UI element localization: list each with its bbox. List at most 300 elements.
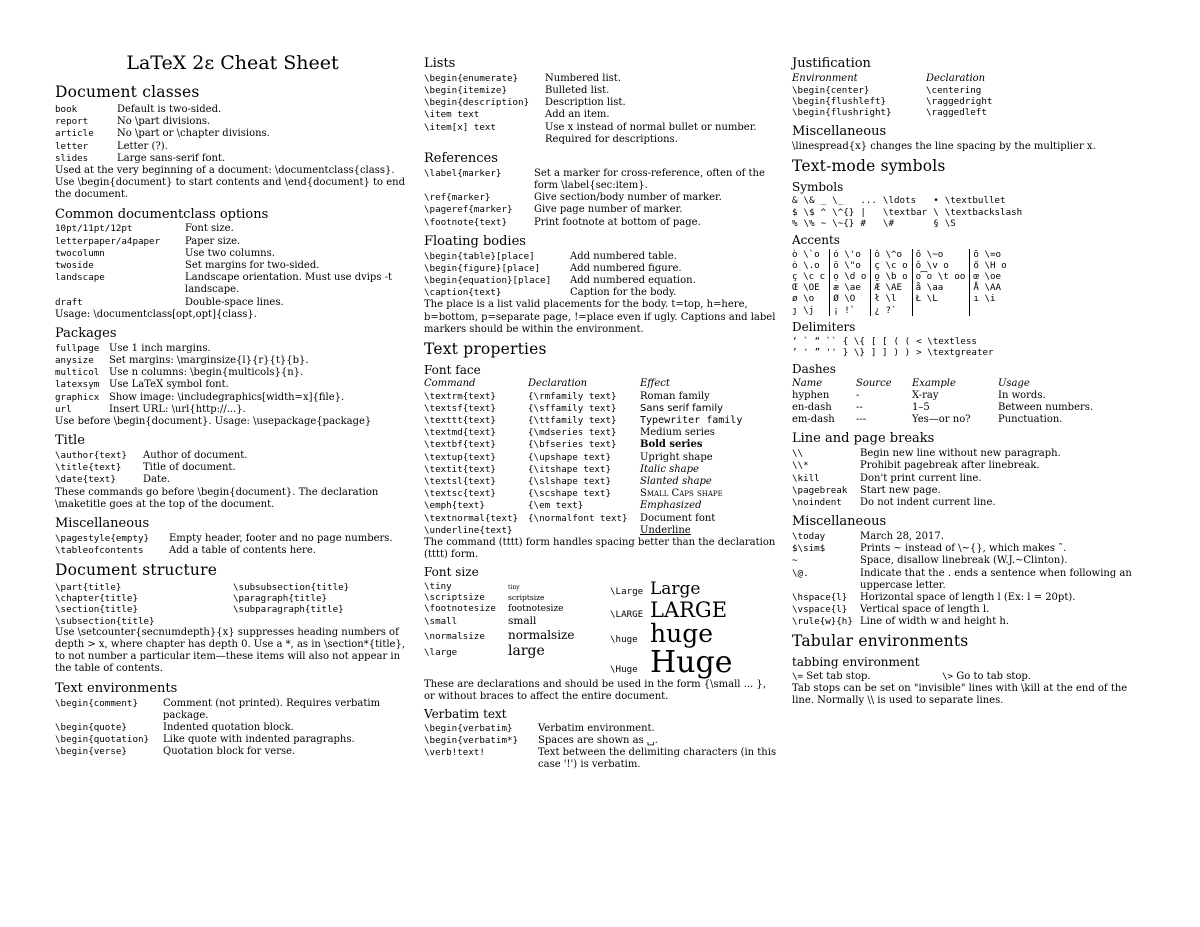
misc-list-col3 bbox=[792, 531, 1152, 629]
table-row bbox=[792, 336, 1000, 347]
font-declaration: {\itshape text} bbox=[528, 463, 611, 475]
accent-cell: õ \~o bbox=[912, 249, 970, 260]
structure-command: \chapter{title} bbox=[55, 593, 138, 605]
list-item bbox=[55, 297, 410, 309]
font-size-command: \huge bbox=[610, 633, 638, 645]
font-size-sample: tiny bbox=[508, 583, 520, 591]
table-row bbox=[792, 282, 1011, 293]
symbol-cell: \textbar bbox=[882, 206, 928, 218]
section-heading-text-mode-symbols: Text-mode symbols bbox=[792, 156, 946, 175]
item-key: book bbox=[55, 104, 78, 116]
accent-cell: ö \"o bbox=[830, 260, 871, 271]
font-command: \textmd{text} bbox=[424, 427, 496, 439]
item-desc: Add numbered equation. bbox=[570, 275, 696, 287]
accent-cell: Ø \O bbox=[830, 293, 871, 304]
font-declaration: {\bfseries text} bbox=[528, 439, 617, 451]
list-item bbox=[55, 223, 410, 235]
font-declaration: {\mdseries text} bbox=[528, 427, 617, 439]
font-face-header-command: Command bbox=[424, 378, 476, 390]
item-desc: Give section/body number of marker. bbox=[534, 192, 722, 204]
item-desc: Comment (not printed). Requires verbatim package. bbox=[163, 697, 381, 721]
dash-cell: - bbox=[856, 389, 860, 401]
font-command: \underline{text} bbox=[424, 524, 513, 536]
section-heading-references: References bbox=[424, 150, 498, 166]
dash-cell: Yes—or no? bbox=[912, 414, 971, 426]
accent-cell: œ \oe bbox=[970, 271, 1011, 282]
font-size-row bbox=[424, 628, 610, 643]
section-heading-misc-col1: Miscellaneous bbox=[55, 515, 150, 531]
table-cell: \centering bbox=[926, 85, 982, 97]
list-item bbox=[792, 616, 1152, 628]
item-desc: Use two columns. bbox=[185, 247, 275, 259]
font-effect: Upright shape bbox=[640, 451, 713, 463]
accent-cell: ő \H o bbox=[970, 260, 1011, 271]
list-item bbox=[424, 204, 779, 216]
font-size-command: \scriptsize bbox=[424, 592, 485, 604]
item-desc: Give page number of marker. bbox=[534, 204, 683, 216]
list-item bbox=[55, 343, 410, 355]
list-item bbox=[55, 248, 410, 260]
item-key: \vspace{l} bbox=[792, 604, 848, 616]
accent-cell: o̱ \b o bbox=[871, 271, 912, 282]
dashes-header-example: Example bbox=[912, 377, 956, 389]
item-key: \\* bbox=[792, 460, 809, 472]
item-desc: Description list. bbox=[545, 97, 626, 109]
symbol-cell: | bbox=[860, 206, 866, 218]
table-row bbox=[424, 525, 779, 537]
font-size-command: \Huge bbox=[610, 664, 638, 676]
document-classes-note: Used at the very beginning of a document: \documentclass{class}. Use \begin{document} to start contents and \end{document} to end the document. bbox=[55, 165, 405, 201]
item-desc: Landscape orientation. Must use dvips -t landscape. bbox=[185, 272, 393, 296]
accent-cell: Å \AA bbox=[970, 282, 1011, 293]
table-row bbox=[424, 439, 779, 451]
document-classes-list bbox=[55, 104, 410, 165]
structure-command: \part{title} bbox=[55, 582, 122, 594]
dash-cell: 1–5 bbox=[912, 401, 930, 413]
item-key: \begin{itemize} bbox=[424, 85, 507, 97]
accent-cell: Ł \L bbox=[912, 293, 970, 304]
list-item bbox=[55, 698, 410, 722]
section-heading-class-options: Common documentclass options bbox=[55, 206, 269, 222]
delimiter-cell: < \textless bbox=[916, 335, 977, 347]
item-desc: Use x instead of normal bullet or number. Required for descriptions. bbox=[545, 121, 757, 145]
dashes-header-name: Name bbox=[792, 377, 823, 389]
item-desc: Print footnote at bottom of page. bbox=[534, 216, 701, 228]
item-key: fullpage bbox=[55, 342, 100, 354]
item-desc: Numbered list. bbox=[545, 72, 621, 84]
font-size-sample: Huge bbox=[650, 645, 733, 681]
list-item bbox=[55, 236, 410, 248]
item-key: \begin{verbatim} bbox=[424, 722, 513, 734]
symbol-cell: _ bbox=[820, 195, 827, 207]
item-desc: Date. bbox=[143, 474, 171, 486]
item-key: \begin{verse} bbox=[55, 746, 127, 758]
title-note: These commands go before \begin{document}. The declaration \maketitle goes at the top of the document. bbox=[55, 486, 379, 510]
delimiter-cell: [ [ bbox=[870, 335, 888, 347]
delimiter-cell: ] ] bbox=[870, 346, 888, 358]
item-desc: Add numbered figure. bbox=[570, 262, 682, 274]
item-key: \begin{comment} bbox=[55, 697, 138, 709]
list-item bbox=[424, 73, 779, 85]
section-heading-tabbing: tabbing environment bbox=[792, 655, 920, 670]
font-size-command: \small bbox=[424, 616, 458, 628]
list-item bbox=[792, 592, 1152, 604]
accent-cell: ¿ ?` bbox=[871, 305, 912, 316]
table-row bbox=[792, 85, 992, 96]
item-desc: Set margins: \marginsize{l}{r}{t}{b}. bbox=[109, 354, 309, 366]
section-heading-delimiters: Delimiters bbox=[792, 319, 856, 334]
font-size-row bbox=[424, 615, 610, 628]
table-row bbox=[792, 195, 1028, 206]
font-command: \textsc{text} bbox=[424, 488, 496, 500]
item-key: \pagebreak bbox=[792, 484, 848, 496]
tabbing-key: \> bbox=[942, 671, 954, 682]
section-heading-title: Title bbox=[55, 433, 85, 449]
font-size-sample: small bbox=[508, 615, 537, 628]
list-item bbox=[55, 260, 410, 272]
list-item bbox=[792, 497, 1152, 509]
font-command: \textrm{text} bbox=[424, 390, 496, 402]
misc-list-col1 bbox=[55, 533, 410, 557]
font-size-command: \LARGE bbox=[610, 608, 644, 620]
table-row bbox=[792, 293, 1011, 304]
item-key: \begin{equation}[place] bbox=[424, 275, 552, 287]
list-item bbox=[55, 462, 410, 474]
item-desc: Font size. bbox=[185, 223, 234, 235]
item-key: \ref{marker} bbox=[424, 192, 491, 204]
list-item bbox=[55, 116, 410, 128]
symbol-cell: \textbullet bbox=[944, 195, 1006, 207]
font-size-sample: scriptsize bbox=[508, 593, 545, 603]
list-item bbox=[792, 568, 1152, 592]
font-declaration: {\slshape text} bbox=[528, 475, 611, 487]
table-row bbox=[792, 96, 992, 107]
structure-grid bbox=[55, 582, 410, 627]
font-size-sample: large bbox=[508, 642, 545, 659]
table-row bbox=[424, 488, 779, 500]
item-key: multicol bbox=[55, 367, 100, 379]
delimiter-cell: ) ) bbox=[893, 346, 911, 358]
font-size-row bbox=[424, 581, 610, 592]
table-row bbox=[424, 415, 779, 427]
dashes-header-row bbox=[792, 378, 1093, 390]
text-environments-list bbox=[55, 698, 410, 759]
item-key: \noindent bbox=[792, 496, 842, 508]
item-desc: Use 1 inch margins. bbox=[109, 342, 211, 354]
item-desc: Like quote with indented paragraphs. bbox=[163, 734, 355, 746]
list-item bbox=[55, 545, 410, 557]
item-key: \item text bbox=[424, 109, 480, 121]
floating-list bbox=[424, 251, 779, 300]
item-desc: Paper size. bbox=[185, 235, 241, 247]
accent-cell: ô \^o bbox=[871, 249, 912, 260]
item-desc: Do not indent current line. bbox=[860, 496, 996, 508]
item-desc: Caption for the body. bbox=[570, 287, 677, 299]
font-declaration: {\sffamily text} bbox=[528, 402, 617, 414]
symbols-table bbox=[792, 195, 1028, 229]
table-row bbox=[792, 390, 1093, 402]
font-effect: Emphasized bbox=[640, 500, 702, 512]
table-row bbox=[424, 476, 779, 488]
font-size-note: These are declarations and should be used in the form {\small ... }, or without braces to affect the entire document. bbox=[424, 678, 766, 702]
table-row bbox=[792, 402, 1093, 414]
class-options-note: Usage: \documentclass[opt,opt]{class}. bbox=[55, 308, 257, 320]
accent-cell bbox=[912, 305, 970, 316]
table-cell: \raggedleft bbox=[926, 107, 987, 119]
item-desc: Text between the delimiting characters (in this case '!') is verbatim. bbox=[538, 746, 777, 771]
item-key: \tableofcontents bbox=[55, 544, 144, 556]
item-key: ~ bbox=[792, 555, 798, 567]
font-command: \textit{text} bbox=[424, 463, 496, 475]
packages-note: Use before \begin{document}. Usage: \usepackage{package} bbox=[55, 415, 372, 427]
accent-cell: ó \'o bbox=[830, 249, 871, 260]
symbol-cell: $ bbox=[792, 206, 798, 218]
item-desc: Horizontal space of length l (Ex: l = 20pt). bbox=[860, 591, 1076, 603]
table-row bbox=[792, 260, 1011, 271]
list-item bbox=[55, 734, 410, 746]
table-row bbox=[792, 347, 1000, 358]
symbol-cell: # bbox=[860, 217, 866, 229]
accent-cell: ø \o bbox=[792, 293, 815, 305]
structure-note: Use \setcounter{secnumdepth}{x} suppresses heading numbers of depth > x, where chapter has depth 0. Use a *, as in \section*{title}, to not number a particular item—these items will also not appear in the table of contents. bbox=[55, 626, 405, 675]
section-heading-document-structure: Document structure bbox=[55, 561, 218, 580]
delimiter-cell: > \textgreater bbox=[916, 346, 994, 358]
item-desc: Indented quotation block. bbox=[163, 721, 294, 733]
item-key: \kill bbox=[792, 472, 820, 484]
item-desc: Add numbered table. bbox=[570, 250, 677, 262]
dashes-table bbox=[792, 378, 1093, 427]
item-desc: Empty header, footer and no page numbers. bbox=[169, 532, 393, 544]
item-key: \begin{quote} bbox=[55, 721, 127, 733]
list-item bbox=[424, 747, 779, 771]
item-key: report bbox=[55, 116, 89, 128]
item-key: letterpaper/a4paper bbox=[55, 235, 161, 247]
font-effect: Document font bbox=[640, 512, 716, 524]
item-desc: Don't print current line. bbox=[860, 472, 982, 484]
font-face-table bbox=[424, 378, 779, 536]
font-command: \textsf{text} bbox=[424, 402, 496, 414]
symbol-cell: \ldots bbox=[882, 195, 917, 207]
item-key: \item[x] text bbox=[424, 121, 496, 133]
accent-cell: ç \c c bbox=[792, 271, 826, 282]
font-size-sample: normalsize bbox=[508, 628, 575, 643]
packages-list bbox=[55, 343, 410, 416]
dash-cell: Punctuation. bbox=[998, 414, 1063, 426]
table-cell: \begin{flushright} bbox=[792, 107, 892, 119]
font-declaration: {\ttfamily text} bbox=[528, 415, 617, 427]
list-item bbox=[792, 555, 1152, 567]
item-desc: Space, disallow linebreak (W.J.~Clinton). bbox=[860, 555, 1068, 567]
font-size-command: \normalsize bbox=[424, 631, 485, 643]
title-commands-list bbox=[55, 450, 410, 487]
item-desc: Vertical space of length l. bbox=[860, 604, 990, 616]
list-item bbox=[792, 473, 1152, 485]
accent-cell: o͡o \t oo bbox=[912, 271, 970, 282]
symbol-cell: \S bbox=[944, 217, 956, 229]
item-desc: Insert URL: \url{http://...}. bbox=[109, 403, 246, 415]
font-effect: Typewriter family bbox=[640, 415, 743, 427]
symbol-cell: \& bbox=[803, 195, 815, 207]
symbol-cell: ~ bbox=[820, 217, 827, 229]
symbol-cell: % bbox=[792, 217, 798, 229]
section-heading-misc-col3: Miscellaneous bbox=[792, 123, 887, 139]
item-desc: Prohibit pagebreak after linebreak. bbox=[860, 460, 1040, 472]
table-row bbox=[792, 271, 1011, 282]
item-key: graphicx bbox=[55, 391, 100, 403]
list-item bbox=[55, 404, 410, 416]
symbol-cell: \# bbox=[882, 217, 894, 229]
floating-note: The place is a list valid placements for the body. t=top, h=here, b=bottom, p=separate page, !=place even if ugly. Captions and label markers should be within the environment. bbox=[424, 299, 776, 335]
symbol-cell: \ bbox=[933, 206, 939, 218]
list-item bbox=[55, 272, 410, 296]
list-item bbox=[55, 722, 410, 734]
font-face-note: The command (tttt) form handles spacing better than the declaration (tttt) form. bbox=[424, 536, 776, 561]
item-desc: Use LaTeX symbol font. bbox=[109, 379, 229, 391]
font-declaration: {\scshape text} bbox=[528, 488, 611, 500]
list-item bbox=[55, 141, 410, 153]
table-row bbox=[424, 513, 779, 525]
list-item bbox=[424, 85, 779, 97]
item-key: \begin{figure}[place] bbox=[424, 262, 541, 274]
item-key: \label{marker} bbox=[424, 167, 502, 179]
item-desc: Bulleted list. bbox=[545, 85, 610, 97]
item-desc: Author of document. bbox=[143, 449, 248, 461]
item-desc: Prints ~ instead of \~{}, which makes ˜. bbox=[860, 543, 1067, 555]
item-key: latexsym bbox=[55, 379, 100, 391]
section-heading-font-face: Font face bbox=[424, 362, 481, 377]
table-row bbox=[424, 464, 779, 476]
list-item bbox=[424, 109, 779, 121]
symbol-cell: \textbackslash bbox=[944, 206, 1023, 218]
list-item bbox=[424, 97, 779, 109]
item-desc: Add an item. bbox=[545, 109, 610, 121]
font-size-row bbox=[610, 578, 732, 599]
accent-cell: ò \`o bbox=[792, 248, 820, 260]
font-declaration: {\rmfamily text} bbox=[528, 390, 617, 402]
font-size-row bbox=[424, 643, 610, 660]
item-key: \begin{table}[place] bbox=[424, 250, 535, 262]
font-command: \textsl{text} bbox=[424, 475, 496, 487]
font-declaration: {\upshape text} bbox=[528, 451, 611, 463]
dash-cell: en-dash bbox=[792, 401, 832, 413]
font-size-sample: huge bbox=[650, 618, 714, 648]
section-heading-text-properties: Text properties bbox=[424, 339, 547, 358]
linespread-note: \linespread{x} changes the line spacing by the multiplier x. bbox=[792, 140, 1096, 152]
list-item bbox=[55, 533, 410, 545]
justification-table bbox=[792, 73, 992, 119]
list-item bbox=[424, 735, 779, 747]
table-row bbox=[792, 249, 1011, 260]
item-key: \date{text} bbox=[55, 474, 116, 486]
accent-cell: ō \=o bbox=[970, 249, 1011, 260]
dash-cell: -- bbox=[856, 401, 863, 413]
accent-cell bbox=[970, 305, 1011, 316]
delimiter-cell: } \} bbox=[842, 346, 865, 358]
list-item bbox=[424, 287, 779, 299]
item-desc: Double-space lines. bbox=[185, 296, 284, 308]
symbol-cell: \% bbox=[803, 217, 815, 229]
font-face-header-row bbox=[424, 378, 779, 390]
item-desc: Set margins for two-sided. bbox=[185, 260, 320, 271]
item-desc: Line of width w and height h. bbox=[860, 616, 1010, 628]
item-desc: Add a table of contents here. bbox=[169, 544, 316, 556]
list-item bbox=[424, 275, 779, 287]
font-command: \texttt{text} bbox=[424, 415, 496, 427]
section-heading-packages: Packages bbox=[55, 325, 117, 341]
accent-cell: ȯ \.o bbox=[792, 259, 820, 271]
font-size-command: \Large bbox=[610, 585, 644, 597]
item-desc: Spaces are shown as ␣. bbox=[538, 734, 658, 746]
justification-header-row bbox=[792, 73, 992, 85]
font-effect: Roman family bbox=[640, 390, 710, 402]
font-command: \emph{text} bbox=[424, 500, 485, 512]
list-item bbox=[424, 263, 779, 275]
structure-command: \section{title} bbox=[55, 604, 138, 616]
font-size-row bbox=[610, 647, 732, 679]
item-desc: Show image: \includegraphics[width=x]{file}. bbox=[109, 391, 345, 403]
page-title: LaTeX 2ε Cheat Sheet bbox=[126, 52, 339, 74]
table-cell: \begin{center} bbox=[792, 85, 870, 97]
item-desc: Verbatim environment. bbox=[538, 722, 655, 734]
symbol-cell: ^ bbox=[820, 206, 827, 218]
list-item bbox=[792, 604, 1152, 616]
symbol-cell: & bbox=[792, 195, 798, 207]
list-item bbox=[55, 450, 410, 462]
section-heading-symbols: Symbols bbox=[792, 179, 844, 194]
item-key: \caption{text} bbox=[424, 287, 502, 299]
delimiter-cell: { \{ bbox=[842, 335, 865, 347]
delimiter-cell: ” '' bbox=[814, 346, 837, 358]
list-item bbox=[424, 122, 779, 146]
dash-cell: em-dash bbox=[792, 414, 835, 426]
font-size-sample: footnotesize bbox=[508, 604, 564, 615]
list-item bbox=[424, 723, 779, 735]
breaks-list bbox=[792, 448, 1152, 509]
list-item bbox=[424, 168, 779, 192]
accent-cell: ı \i bbox=[970, 293, 1011, 304]
item-key: \verb!text! bbox=[424, 746, 485, 758]
accent-cell: ¡ !` bbox=[830, 305, 871, 316]
font-declaration: {\normalfont text} bbox=[528, 512, 628, 524]
symbol-cell: \_ bbox=[832, 195, 844, 207]
table-row bbox=[424, 452, 779, 464]
table-cell: \begin{flushleft} bbox=[792, 96, 887, 108]
table-row bbox=[424, 500, 779, 512]
column-3 bbox=[792, 52, 1152, 708]
section-heading-font-size: Font size bbox=[424, 565, 479, 580]
item-desc: March 28, 2017. bbox=[860, 530, 944, 542]
accents-table bbox=[792, 249, 1011, 316]
accent-cell: æ \ae bbox=[830, 282, 871, 293]
tabbing-key: \= bbox=[792, 671, 804, 682]
font-effect: Slanted shape bbox=[640, 475, 712, 487]
item-key: \pagestyle{empty} bbox=[55, 532, 150, 544]
structure-command: \subsubsection{title} bbox=[233, 582, 350, 594]
font-size-sample: LARGE bbox=[650, 597, 728, 622]
section-heading-tabular: Tabular environments bbox=[792, 632, 969, 651]
font-size-grid bbox=[424, 578, 779, 681]
section-heading-accents: Accents bbox=[792, 232, 840, 247]
tabbing-item-set bbox=[792, 671, 942, 683]
symbol-cell: \~{} bbox=[832, 217, 855, 229]
structure-left-list bbox=[55, 582, 233, 627]
item-desc: Large sans-serif font. bbox=[117, 152, 226, 164]
tabbing-desc: Go to tab stop. bbox=[956, 671, 1031, 682]
structure-command: \subsection{title} bbox=[55, 615, 155, 627]
item-key: \\ bbox=[792, 448, 804, 460]
symbol-cell: § bbox=[933, 217, 939, 229]
delimiter-cell: ( ( bbox=[893, 335, 911, 347]
